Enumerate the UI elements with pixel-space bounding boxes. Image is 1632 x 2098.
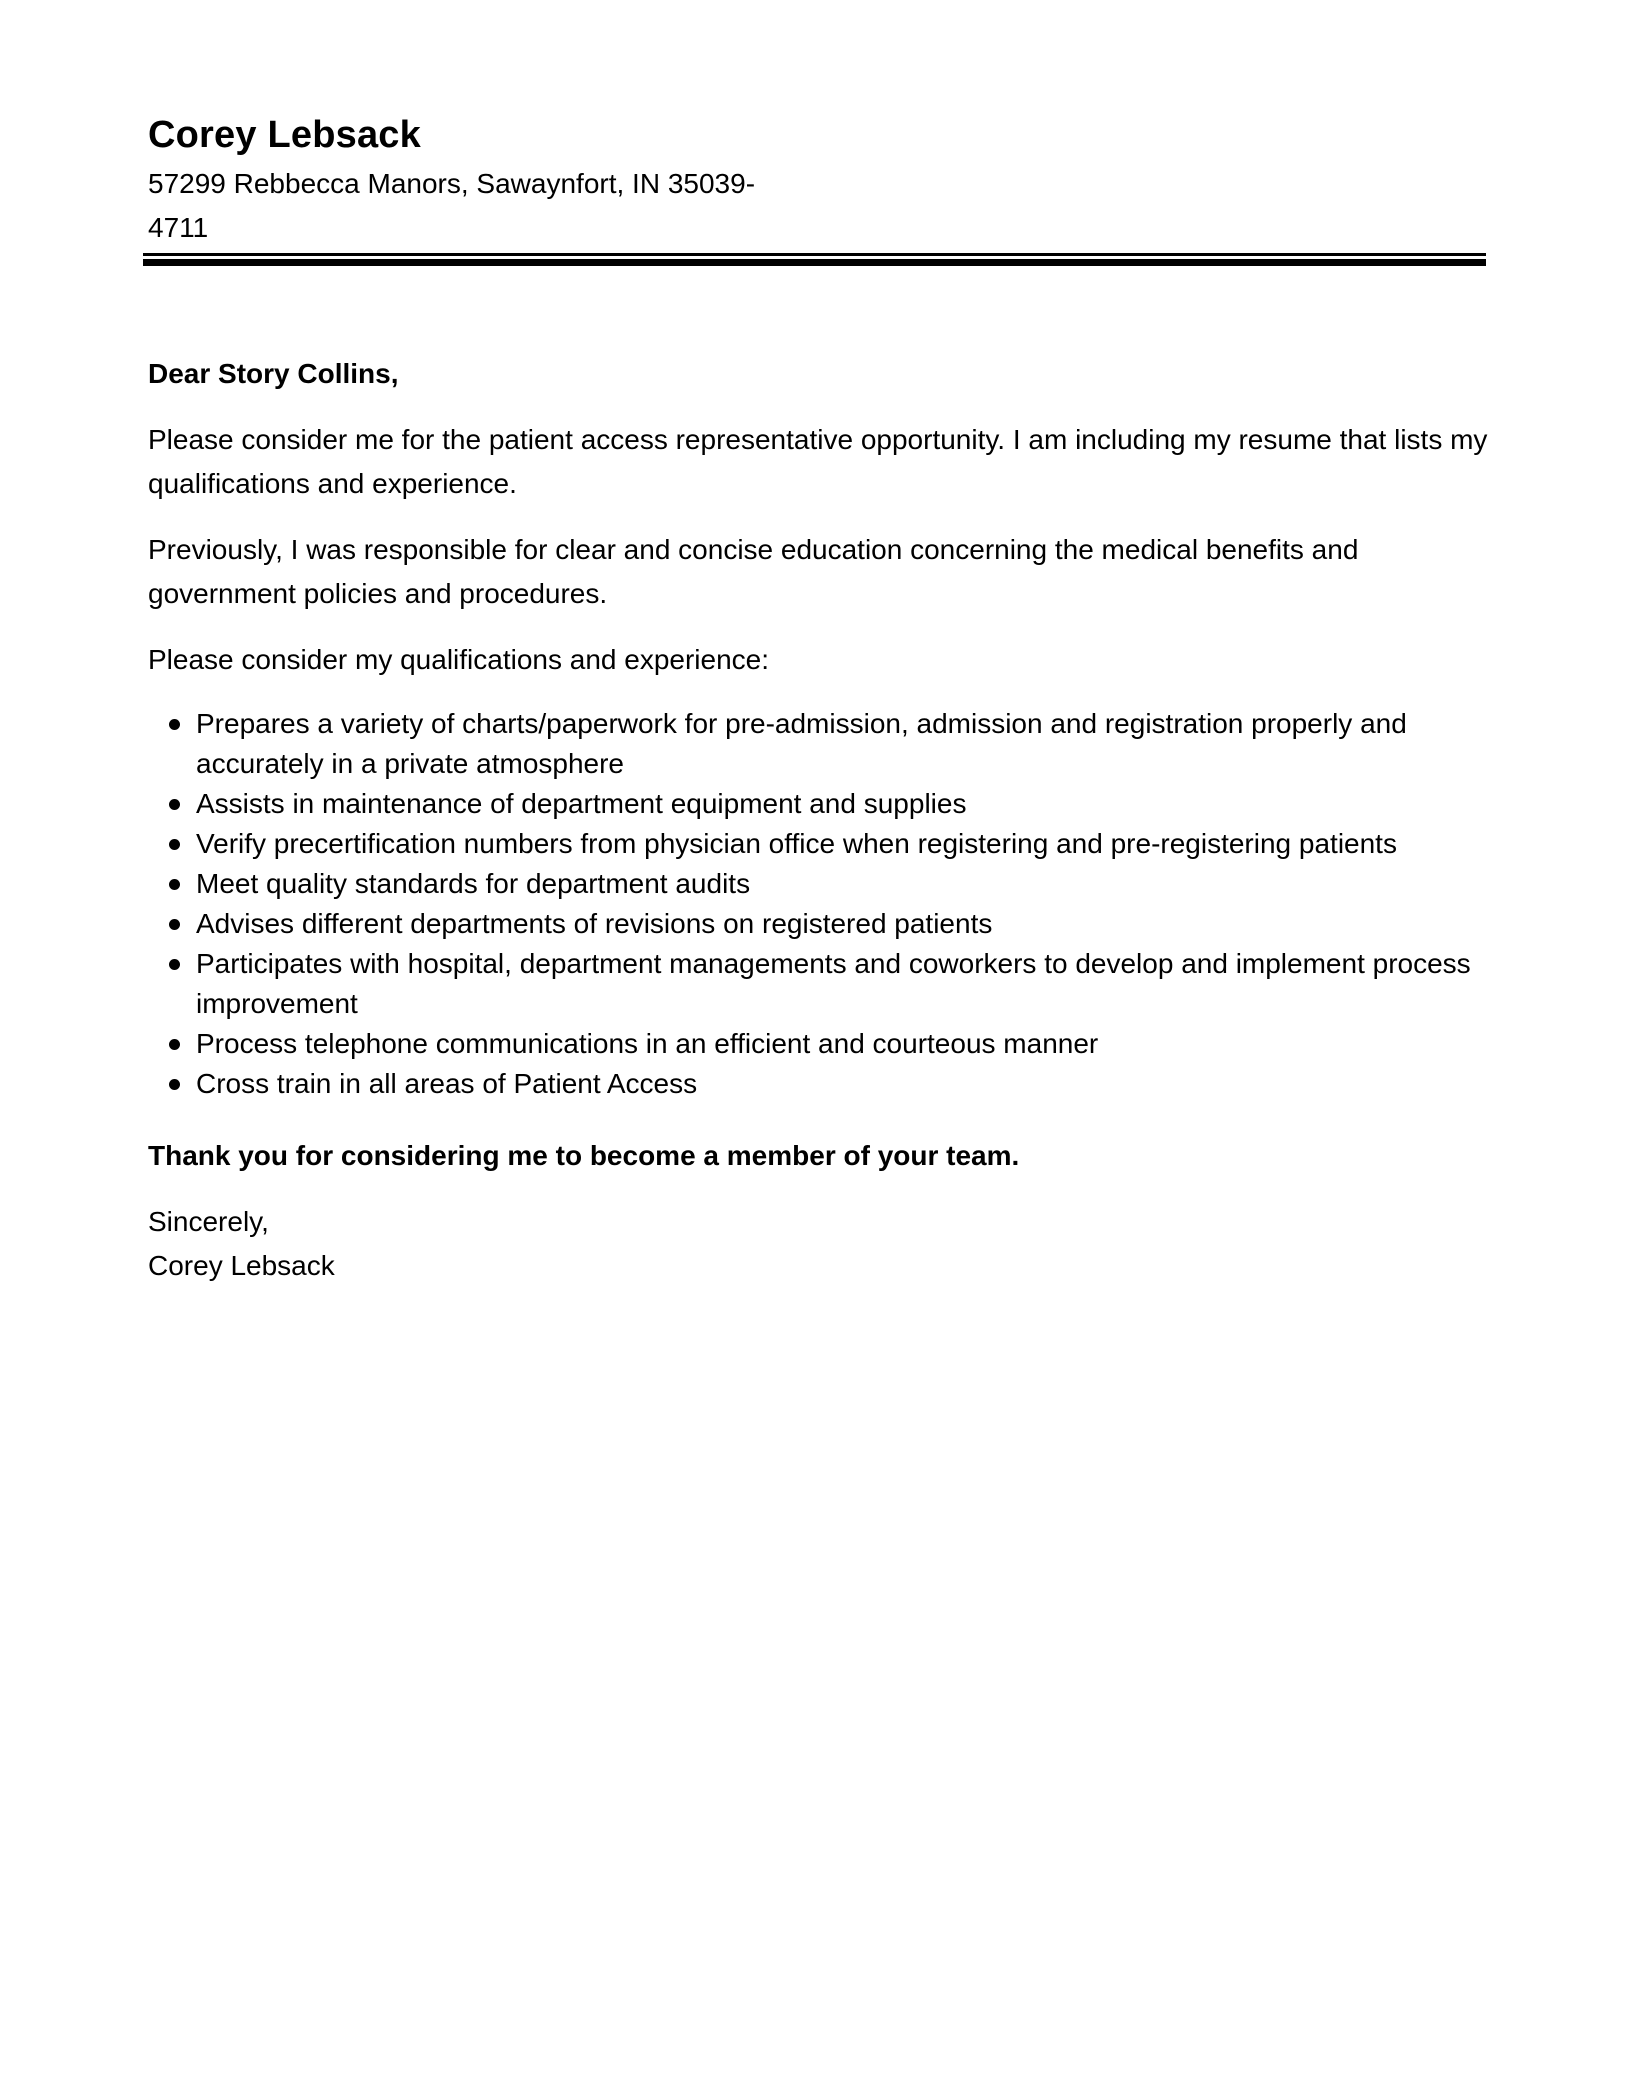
bullet-icon [169,719,180,730]
list-item-text: Verify precertification numbers from physician office when registering and pre-registering patients [196,828,1397,859]
list-item [196,784,1488,824]
sender-address: 57299 Rebbecca Manors, Sawaynfort, IN 35039-4711 [148,168,756,243]
list-item-text: Prepares a variety of charts/paperwork for pre-admission, admission and registration properly and accurately in a private atmosphere [196,708,1407,779]
bullet-icon [169,959,180,970]
list-item [196,1024,1488,1064]
qualifications-lead: Please consider my qualifications and experience: [148,644,770,675]
bullet-icon [169,839,180,850]
list-item [196,864,1488,904]
letter-body [148,352,1488,1288]
bullet-icon [169,1079,180,1090]
bullet-icon [169,799,180,810]
list-item-text: Assists in maintenance of department equipment and supplies [196,788,967,819]
bullet-icon [169,1039,180,1050]
list-item [196,704,1488,784]
list-item [196,824,1488,864]
qualifications-list [148,704,1488,1104]
bullet-icon [169,919,180,930]
signoff: Sincerely, [148,1206,269,1237]
list-item-text: Cross train in all areas of Patient Access [196,1068,698,1099]
salutation: Dear Story Collins, [148,358,399,389]
experience-paragraph: Previously, I was responsible for clear and concise education concerning the medical benefits and government policies and procedures. [148,534,1359,609]
intro-paragraph: Please consider me for the patient access representative opportunity. I am including my resume that lists my qualifications and experience. [148,424,1488,499]
list-item-text: Meet quality standards for department audits [196,868,751,899]
list-item-text: Advises different departments of revisions on registered patients [196,908,993,939]
list-item [196,944,1488,1024]
bullet-icon [169,879,180,890]
list-item [196,904,1488,944]
closing-statement: Thank you for considering me to become a member of your team. [148,1140,1020,1171]
letter-header [148,108,1488,250]
signature-name: Corey Lebsack [148,1250,335,1281]
divider-thin-line [143,253,1486,256]
sender-name: Corey Lebsack [148,114,421,156]
header-divider [143,253,1486,266]
list-item-text: Process telephone communications in an efficient and courteous manner [196,1028,1099,1059]
list-item-text: Participates with hospital, department managements and coworkers to develop and implement process improvement [196,948,1471,1019]
list-item [196,1064,1488,1104]
divider-thick-line [143,259,1486,266]
